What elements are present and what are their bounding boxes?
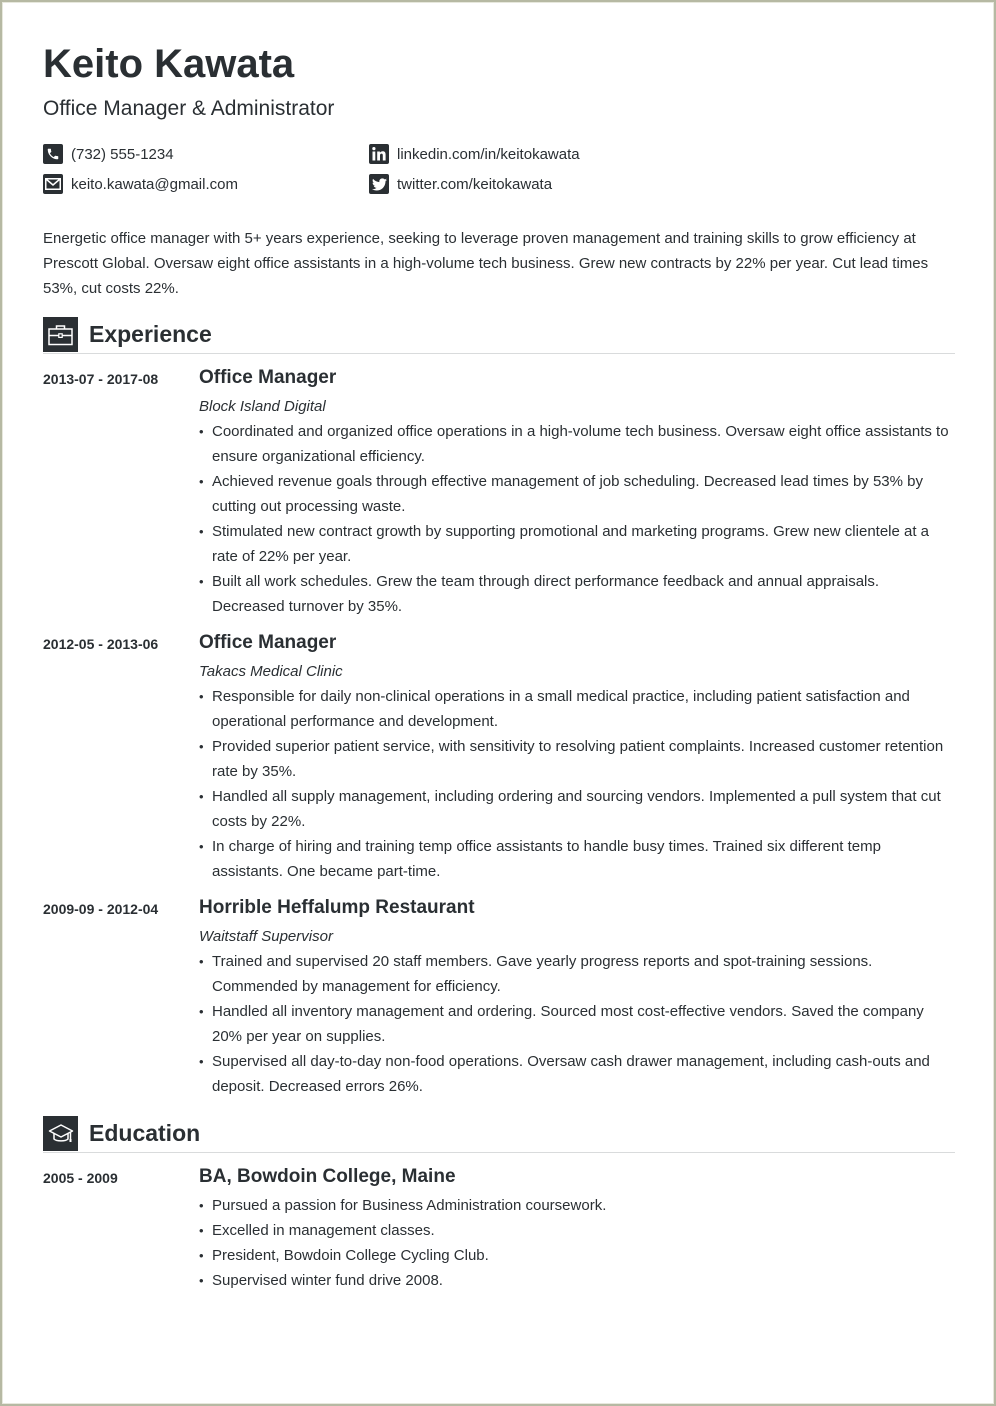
entry-dates: 2009-09 - 2012-04 bbox=[43, 901, 159, 917]
education-bullets bbox=[199, 1193, 955, 1293]
linkedin-link[interactable]: linkedin.com/in/keitokawata bbox=[397, 145, 580, 163]
job-bullets bbox=[199, 949, 955, 1099]
contact-linkedin bbox=[369, 143, 580, 165]
bullet-item: • In charge of hiring and training temp office assistants to handle busy times. Trained six different temp assistants. One became part-time. bbox=[199, 834, 952, 884]
summary-text: Energetic office manager with 5+ years experience, seeking to leverage proven management and training skills to grow efficiency at Prescott Global. Oversaw eight office assistants in a high-volume tech business. Grew new contracts by 22% per year. Cut lead times 53%, cut costs 22%. bbox=[43, 230, 929, 297]
bullet-item: • President, Bowdoin College Cycling Club. bbox=[199, 1243, 952, 1268]
candidate-headline: Office Manager & Administrator bbox=[43, 97, 335, 120]
bullet-item: • Coordinated and organized office operations in a high-volume tech business. Oversaw eight office assistants to ensure organizational efficiency. bbox=[199, 419, 952, 469]
bullet-item: • Supervised winter fund drive 2008. bbox=[199, 1268, 952, 1293]
graduation-cap-icon bbox=[43, 1116, 78, 1151]
job-bullets bbox=[199, 419, 955, 619]
entry-dates: 2012-05 - 2013-06 bbox=[43, 636, 159, 652]
phone-text: (732) 555-1234 bbox=[71, 145, 174, 163]
job-title: Office Manager bbox=[199, 632, 337, 653]
contact-email bbox=[43, 173, 238, 195]
bullet-item: • Pursued a passion for Business Administration coursework. bbox=[199, 1193, 952, 1218]
entry-dates: 2005 - 2009 bbox=[43, 1170, 118, 1186]
bullet-item: • Achieved revenue goals through effective management of job scheduling. Decreased lead times by 53% by cutting out processing waste. bbox=[199, 469, 952, 519]
education-section-header bbox=[43, 1116, 955, 1153]
education-heading: Education bbox=[89, 1120, 201, 1146]
bullet-item: • Handled all inventory management and ordering. Sourced most cost-effective vendors. Saved the company 20% per year on supplies. bbox=[199, 999, 952, 1049]
experience-section-header bbox=[43, 317, 955, 354]
bullet-item: • Stimulated new contract growth by supporting promotional and marketing programs. Grew new clientele at a rate of 22% per year. bbox=[199, 519, 952, 569]
linkedin-icon bbox=[369, 144, 389, 164]
bullet-item: • Responsible for daily non-clinical operations in a small medical practice, including patient satisfaction and operational performance and development. bbox=[199, 684, 952, 734]
briefcase-icon bbox=[43, 317, 78, 352]
experience-heading: Experience bbox=[89, 321, 212, 347]
company-name: Waitstaff Supervisor bbox=[199, 928, 333, 945]
job-title: Horrible Heffalump Restaurant bbox=[199, 897, 475, 918]
contact-phone bbox=[43, 143, 174, 165]
email-link[interactable]: keito.kawata@gmail.com bbox=[71, 175, 238, 193]
bullet-item: • Trained and supervised 20 staff members. Gave yearly progress reports and spot-training sessions. Commended by management for efficiency. bbox=[199, 949, 952, 999]
twitter-link[interactable]: twitter.com/keitokawata bbox=[397, 175, 553, 193]
phone-icon bbox=[43, 144, 63, 164]
bullet-item: • Provided superior patient service, with sensitivity to resolving patient complaints. Increased customer retention rate by 35%. bbox=[199, 734, 952, 784]
candidate-name: Keito Kawata bbox=[43, 42, 295, 86]
job-bullets bbox=[199, 684, 955, 884]
twitter-icon bbox=[369, 174, 389, 194]
entry-dates: 2013-07 - 2017-08 bbox=[43, 371, 159, 387]
bullet-item: • Built all work schedules. Grew the team through direct performance feedback and annual appraisals. Decreased turnover by 35%. bbox=[199, 569, 952, 619]
contact-twitter bbox=[369, 173, 552, 195]
degree-title: BA, Bowdoin College, Maine bbox=[199, 1166, 456, 1187]
bullet-item: • Excelled in management classes. bbox=[199, 1218, 952, 1243]
bullet-item: • Handled all supply management, including ordering and sourcing vendors. Implemented a pull system that cut costs by 22%. bbox=[199, 784, 952, 834]
company-name: Takacs Medical Clinic bbox=[199, 663, 343, 680]
job-title: Office Manager bbox=[199, 367, 337, 388]
company-name: Block Island Digital bbox=[199, 398, 326, 415]
envelope-icon bbox=[43, 174, 63, 194]
bullet-item: • Supervised all day-to-day non-food operations. Oversaw cash drawer management, including cash-outs and deposit. Decreased errors 26%. bbox=[199, 1049, 952, 1099]
